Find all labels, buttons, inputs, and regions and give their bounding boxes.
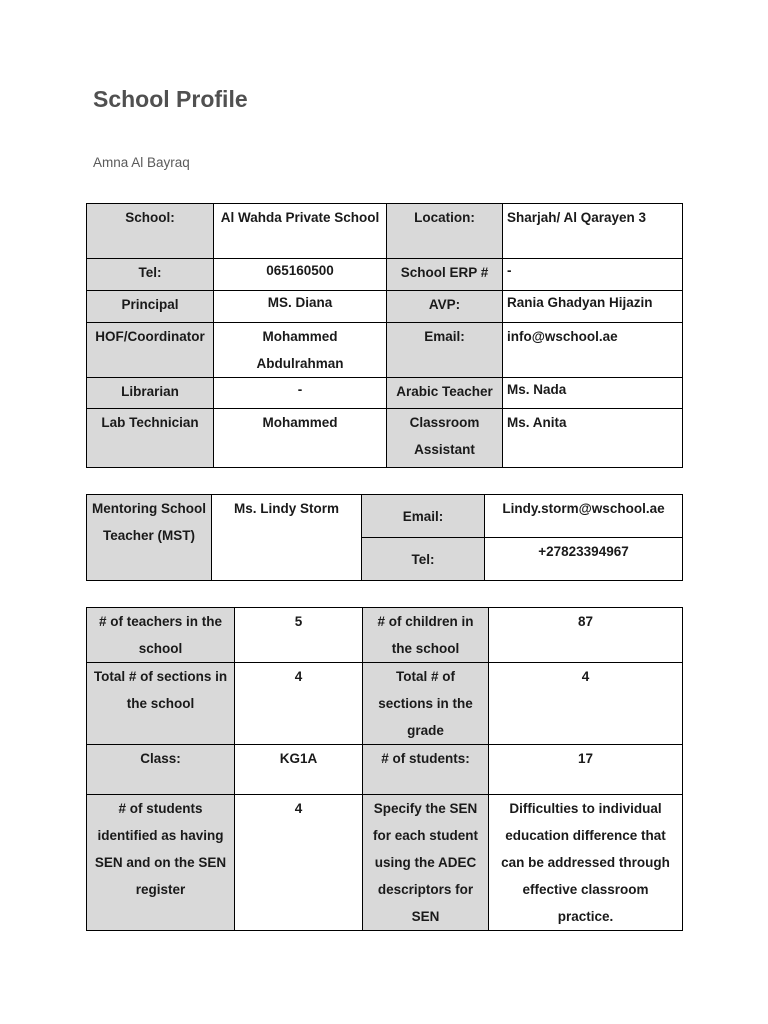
class-info-table: [86, 607, 683, 931]
email-label: Email:: [387, 323, 503, 378]
mst-value: Ms. Lindy Storm: [212, 495, 362, 581]
table-row: [87, 608, 683, 663]
author-name: Amna Al Bayraq: [93, 155, 190, 170]
principal-label: Principal: [87, 291, 214, 323]
table-row: [87, 745, 683, 795]
table-row: [87, 259, 683, 291]
arabic-teacher-label: Arabic Teacher: [387, 378, 503, 409]
class-label: Class:: [87, 745, 235, 795]
table-row: [87, 378, 683, 409]
tel-value: 065160500: [214, 259, 387, 291]
location-label: Location:: [387, 204, 503, 259]
class-value: KG1A: [235, 745, 363, 795]
grade-sections-label: Total # of sections in the grade: [363, 663, 489, 745]
mst-tel-label: Tel:: [362, 538, 485, 581]
hof-value: Mohammed Abdulrahman: [214, 323, 387, 378]
teachers-count-value: 5: [235, 608, 363, 663]
table-row: [87, 663, 683, 745]
librarian-label: Librarian: [87, 378, 214, 409]
mst-email-value: Lindy.storm@wschool.ae: [485, 495, 683, 538]
children-count-label: # of children in the school: [363, 608, 489, 663]
students-count-label: # of students:: [363, 745, 489, 795]
school-sections-label: Total # of sections in the school: [87, 663, 235, 745]
hof-label: HOF/Coordinator: [87, 323, 214, 378]
sen-students-label: # of students identified as having SEN and on the SEN register: [87, 795, 235, 931]
table-row: [87, 409, 683, 468]
grade-sections-value: 4: [489, 663, 683, 745]
mst-email-label: Email:: [362, 495, 485, 538]
mst-label: Mentoring School Teacher (MST): [87, 495, 212, 581]
librarian-value: -: [214, 378, 387, 409]
page-title: School Profile: [93, 86, 248, 112]
students-count-value: 17: [489, 745, 683, 795]
avp-label: AVP:: [387, 291, 503, 323]
classroom-assistant-label: Classroom Assistant: [387, 409, 503, 468]
avp-value: Rania Ghadyan Hijazin: [503, 291, 683, 323]
school-label: School:: [87, 204, 214, 259]
arabic-teacher-value: Ms. Nada: [503, 378, 683, 409]
erp-label: School ERP #: [387, 259, 503, 291]
principal-value: MS. Diana: [214, 291, 387, 323]
mst-tel-value: +27823394967: [485, 538, 683, 581]
sen-specify-label: Specify the SEN for each student using the ADEC descriptors for SEN: [363, 795, 489, 931]
sen-students-value: 4: [235, 795, 363, 931]
sen-specify-value: Difficulties to individual education difference that can be addressed through effective classroom practice.: [489, 795, 683, 931]
school-value: Al Wahda Private School: [214, 204, 387, 259]
table-row: [87, 204, 683, 259]
lab-technician-value: Mohammed: [214, 409, 387, 468]
table-row: [87, 291, 683, 323]
classroom-assistant-value: Ms. Anita: [503, 409, 683, 468]
erp-value: -: [503, 259, 683, 291]
table-row: [87, 795, 683, 931]
lab-technician-label: Lab Technician: [87, 409, 214, 468]
school-sections-value: 4: [235, 663, 363, 745]
table-row: [87, 323, 683, 378]
location-value: Sharjah/ Al Qarayen 3: [503, 204, 683, 259]
children-count-value: 87: [489, 608, 683, 663]
table-row: [87, 495, 683, 538]
school-info-table: [86, 203, 683, 468]
tel-label: Tel:: [87, 259, 214, 291]
mentor-table: [86, 494, 683, 581]
teachers-count-label: # of teachers in the school: [87, 608, 235, 663]
email-value: info@wschool.ae: [503, 323, 683, 378]
